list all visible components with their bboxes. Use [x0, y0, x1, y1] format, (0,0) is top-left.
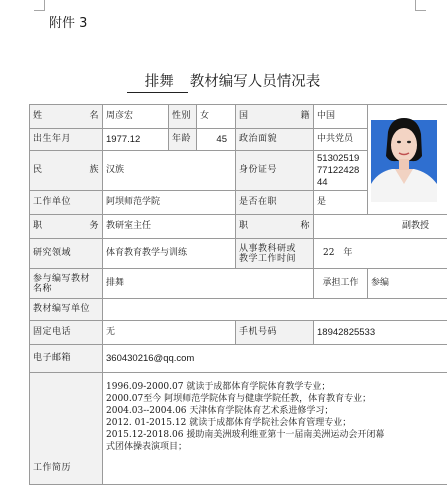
- teaching-years-label: [236, 239, 314, 269]
- work-history-entry: 2012. 01-2015.12 就读于成都体育学院社会体育管理专业；: [106, 418, 352, 428]
- title-text: 教材编写人员情况表: [189, 74, 321, 90]
- employer-label: 工作单位: [30, 191, 103, 215]
- nationality-value: 中国: [314, 105, 368, 129]
- textbook-name-label-line: 名称: [33, 283, 53, 294]
- work-history-value: [103, 373, 447, 485]
- gender-label: 性别: [169, 105, 197, 129]
- research-field-value: 体育教育教学与训练: [103, 239, 236, 269]
- political-value: 中共党员: [314, 129, 368, 151]
- birth-label: 出生年月: [30, 129, 103, 151]
- name-value: 周彦宏: [103, 105, 169, 129]
- work-history-entry: 2015.12-2018.06 援助南美洲玻利维亚第十一届南美洲运动会开闭幕: [106, 430, 385, 440]
- age-label: 年龄: [169, 129, 197, 151]
- landline-value: 无: [103, 321, 236, 345]
- ethnicity-value: 汉族: [103, 151, 236, 191]
- id-number-value: [314, 151, 368, 191]
- pro-title-label: 职 称: [236, 215, 314, 239]
- email-label: 电子邮箱: [30, 345, 103, 373]
- page-corner-mark: [415, 0, 426, 11]
- textbook-name-value: 排舞: [103, 269, 314, 299]
- position-label: 职 务: [30, 215, 103, 239]
- incumbent-label: 是否在职: [236, 191, 314, 215]
- mobile-label: 手机号码: [236, 321, 314, 345]
- attachment-label: 附件 3: [49, 16, 88, 31]
- landline-label: 固定电话: [30, 321, 103, 345]
- pro-title-value: 副教授: [314, 215, 447, 239]
- title-course-name: 排舞: [127, 70, 188, 93]
- teaching-years-label-line: 从事教科研或: [239, 243, 297, 254]
- personnel-info-table: [29, 104, 447, 485]
- teaching-years-value: [314, 239, 447, 269]
- role-label: 承担工作: [314, 269, 368, 299]
- nationality-label: 国 籍: [236, 105, 314, 129]
- id-photo: [368, 105, 447, 215]
- compiling-unit-value: [103, 299, 447, 321]
- id-number-line: 77122428: [317, 164, 360, 176]
- page-corner-mark: [34, 0, 45, 11]
- political-label: 政治面貌: [236, 129, 314, 151]
- compiling-unit-label: 教材编写单位: [30, 299, 103, 321]
- incumbent-value: 是: [314, 191, 368, 215]
- ethnicity-label: 民 族: [30, 151, 103, 191]
- email-value: 360430216@qq.com: [103, 345, 447, 373]
- teaching-years-unit: 年: [343, 248, 353, 258]
- age-value: 45: [197, 129, 236, 151]
- teaching-years-number: 22: [323, 248, 335, 258]
- work-history-entry: 2000.07至今 阿坝师范学院体育与健康学院任教，体育教育专业；: [106, 394, 372, 404]
- textbook-name-label: [30, 269, 103, 299]
- id-number-line: 44: [317, 176, 328, 188]
- position-value: 教研室主任: [103, 215, 236, 239]
- work-history-entry: 1996.09-2000.07 就读于成都体育学院体育教学专业；: [106, 382, 331, 392]
- id-number-label: 身份证号: [236, 151, 314, 191]
- mobile-value: 18942825533: [314, 321, 447, 345]
- id-number-line: 51302519: [317, 152, 360, 164]
- textbook-name-label-line: 参与编写教材: [33, 273, 91, 284]
- name-label: 姓 名: [30, 105, 103, 129]
- work-history-label: 工作简历: [30, 373, 103, 485]
- work-history-entry: 式团体操表演项目；: [106, 442, 188, 452]
- research-field-label: 研究领域: [30, 239, 103, 269]
- gender-value: 女: [197, 105, 236, 129]
- role-value: 参编: [368, 269, 447, 299]
- birth-value: 1977.12: [103, 129, 169, 151]
- portrait-image: [368, 112, 447, 204]
- work-history-entry: 2004.03--2004.06 天津体育学院体育艺术系进修学习；: [106, 406, 334, 416]
- document-title: [0, 70, 447, 93]
- employer-value: 阿坝师范学院: [103, 191, 236, 215]
- teaching-years-label-line: 教学工作时间: [239, 253, 297, 264]
